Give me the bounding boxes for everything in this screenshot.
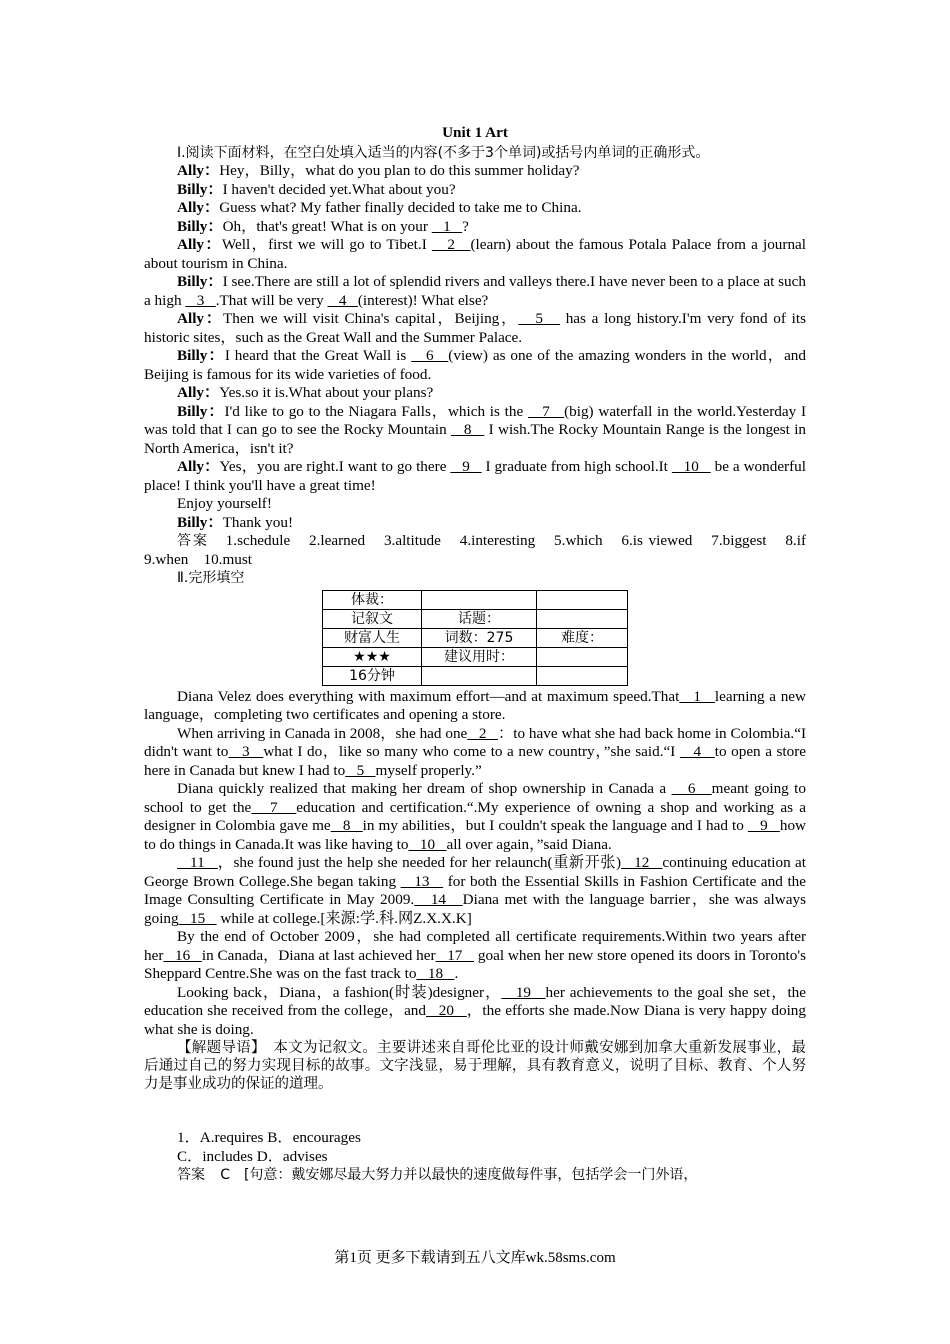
blank-7: 7 (527, 402, 565, 420)
blank-1: 1 (679, 687, 715, 705)
section1-answers (144, 532, 822, 569)
blank-15: 15 (178, 909, 217, 927)
speaker-name: Ally： (177, 236, 222, 253)
dialogue-line (144, 458, 806, 495)
dialogue-line (144, 218, 806, 237)
blank-4: 4 (327, 291, 358, 309)
dialogue (144, 162, 806, 532)
question-1-line1: 1．A.requires B．encourages (177, 1129, 361, 1146)
dialogue-text: Yes，you are right.I want to go there 9 I graduate from high school.It 10 be a wonderful place! I think you'll have a great time! (144, 458, 806, 494)
blank-10: 10 (408, 835, 447, 853)
dialogue-text: Well，first we will go to Tibet.I 2 (learn) about the famous Potala Palace from a journal about tourism in China. (144, 236, 806, 272)
blank-2: 2 (431, 236, 471, 253)
info-table-cell (537, 647, 628, 666)
dialogue-line (144, 199, 806, 218)
cloze-passage (144, 688, 806, 1040)
blank-19: 19 (501, 983, 546, 1001)
question-1-answer (144, 1166, 806, 1185)
speaker-name: Billy： (177, 273, 223, 290)
dialogue-line (144, 347, 806, 384)
passage-paragraph: By the end of October 2009，she had completed all certificate requirements.Within two years after her 16 in Canada，Diana at last achieved her 17 goal when her new store opened its doors in Toronto's Sheppard Centre.She was on the fast track to 18 . (144, 928, 807, 982)
section1-instruction: Ⅰ.阅读下面材料，在空白处填入适当的内容(不多于3个单词)或括号内单词的正确形式。 (177, 144, 710, 161)
dialogue-line (144, 162, 806, 181)
blank-11: 11 (177, 854, 218, 871)
dialogue-text: Guess what? My father finally decided to take me to China. (219, 199, 582, 216)
page-title: Unit 1 Art (442, 124, 508, 141)
speaker-name: Billy： (177, 402, 225, 420)
blank-3: 3 (185, 291, 216, 309)
blank-5: 5 (518, 310, 561, 327)
guide-text: 本文为记叙文。主要讲述来自哥伦比亚的设计师戴安娜到加拿大重新发展事业，最后通过自己的努力实现目标的故事。文字浅显，易于理解，具有教育意义，说明了目标、教育、个人努力是事业成功的保证的道理。 (144, 1040, 807, 1092)
info-table (322, 590, 628, 686)
blank-14: 14 (414, 891, 463, 908)
info-table-row (323, 590, 628, 609)
blank-10: 10 (671, 458, 711, 475)
speaker-name: Billy： (177, 180, 223, 198)
dialogue-line (144, 403, 806, 459)
speaker-name: Ally： (177, 199, 220, 216)
blank-6: 6 (411, 347, 449, 364)
section2-heading: Ⅱ.完形填空 (177, 570, 245, 586)
blank-4: 4 (679, 743, 715, 760)
blank-9: 9 (450, 458, 482, 475)
speaker-name: Ally： (177, 310, 223, 327)
dialogue-text: Then we will visit China's capital，Beijing， 5 has a long history.I'm very fond of its historic sites，such as the Great Wall and the Summer Palace. (144, 310, 806, 346)
guide-label: 【解题导语】 (177, 1040, 259, 1056)
speaker-name: Ally： (177, 458, 220, 475)
info-table-cell: 建议用时： (422, 647, 537, 666)
guide-paragraph (144, 1039, 806, 1093)
blank-8: 8 (451, 421, 485, 438)
info-table-cell: 16分钟 (323, 666, 422, 685)
info-table-cell: 词数：275 (422, 628, 537, 647)
answer-label: 答案 (177, 1167, 205, 1183)
dialogue-line (144, 310, 806, 347)
info-table-row (323, 666, 628, 685)
blank-13: 13 (400, 872, 444, 890)
info-table-cell (422, 666, 537, 685)
dialogue-text: Enjoy yourself! (177, 495, 272, 512)
dialogue-line (144, 181, 806, 200)
blank-8: 8 (330, 817, 363, 834)
passage-paragraph: Looking back，Diana，a fashion(时装)designer， 19 her achievements to the goal she set，the education she received from the college，and 20 ，the efforts she made.Now Diana is very happy doing what she is doing. (144, 983, 807, 1038)
info-table-cell: ★★★ (323, 647, 422, 666)
dialogue-text: I'd like to go to the Niagara Falls，which is the 7 (big) waterfall in the world.Yesterday I was told that I can go to see the Rocky Mountain 8 I wish.The Rocky Mountain Range is the longest in North America，isn't it? (144, 402, 807, 457)
blank-5: 5 (345, 761, 376, 779)
info-table-cell: 记叙文 (323, 609, 422, 628)
blank-17: 17 (435, 946, 475, 964)
dialogue-line (144, 384, 806, 403)
answer-text: 1.schedule 2.learned 3.altitude 4.interesting 5.which 6.is viewed 7.biggest 8.if 9.when 10.must (144, 532, 822, 568)
blank-1: 1 (431, 217, 463, 235)
dialogue-line (144, 514, 806, 533)
passage-paragraph: 11 ，she found just the help she needed for her relaunch(重新开张) 12 continuing education at George Brown College.She began taking 13 for both the Essential Skills in Fashion Certificate and the Image Consulting Certificate in May 2009. 14 Diana met with the language barrier，she was always going 15 while at college.[来源:学.科.网Z.X.X.K] (144, 854, 807, 927)
dialogue-line (144, 273, 806, 310)
speaker-name: Billy： (177, 513, 223, 531)
passage-paragraph: Diana Velez does everything with maximum effort—and at maximum speed.That 1 learning a new language，completing two certificates and opening a store. (144, 687, 807, 723)
info-table-row (323, 647, 628, 666)
dialogue-text: I see.There are still a lot of splendid rivers and valleys there.I have never been to a place at such a high 3 .That will be very 4 (interest)! What else? (144, 273, 806, 309)
speaker-name: Billy： (177, 347, 225, 364)
info-table-row (323, 609, 628, 628)
info-table-cell (537, 590, 628, 609)
info-table-cell: 难度： (537, 628, 628, 647)
info-table-row (323, 628, 628, 647)
info-table-cell: 体裁： (323, 590, 422, 609)
info-table-cell (422, 590, 537, 609)
question-1-line2: C．includes D．advises (177, 1147, 328, 1165)
document-page (144, 124, 822, 1185)
answer-text: C [句意：戴安娜尽最大努力并以最快的速度做每件事，包括学会一门外语， (220, 1167, 698, 1183)
dialogue-text: I haven't decided yet.What about you? (222, 180, 456, 198)
blank-16: 16 (163, 946, 202, 964)
blank-3: 3 (228, 743, 264, 760)
info-table-cell (537, 609, 628, 628)
info-table-cell: 财富人生 (323, 628, 422, 647)
dialogue-text: Oh，that's great! What is on your 1 ? (222, 217, 469, 235)
blank-2: 2 (467, 724, 499, 742)
passage-paragraph: When arriving in Canada in 2008，she had one 2 ：to have what she had back home in Colombia.“I didn't want to 3 what I do，like so many who come to a new country，”she said.“I 4 to open a store here in Canada but knew I had to 5 myself properly.” (144, 724, 807, 779)
answer-label: 答案 (177, 533, 209, 549)
blank-20: 20 (426, 1002, 467, 1019)
dialogue-text: Thank you! (222, 513, 294, 531)
blank-7: 7 (251, 798, 297, 816)
speaker-name: Ally： (177, 384, 220, 401)
blank-12: 12 (621, 854, 663, 871)
dialogue-line (144, 236, 806, 273)
dialogue-text: I heard that the Great Wall is 6 (view) as one of the amazing wonders in the world，and Beijing is famous for its wide varieties of food. (144, 347, 806, 383)
speaker-name: Billy： (177, 217, 223, 235)
dialogue-text: Yes.so it is.What about your plans? (219, 384, 434, 401)
blank-6: 6 (671, 780, 712, 797)
info-table-cell: 话题： (422, 609, 537, 628)
passage-paragraph: Diana quickly realized that making her dream of shop ownership in Canada a 6 meant going to school to get the 7 education and certification.“.My experience of owning a shop and working as a designer in Colombia gave me 8 in my abilities，but I couldn't speak the language and I had to 9 how to do things in Canada.It was like having to 10 all over again，”said Diana. (144, 780, 807, 853)
speaker-name: Ally： (177, 162, 220, 179)
blank-18: 18 (416, 965, 455, 982)
dialogue-text: Hey，Billy，what do you plan to do this summer holiday? (219, 162, 580, 179)
page-footer: 第1页 更多下载请到五八文库wk.58sms.com (334, 1250, 616, 1266)
dialogue-line (144, 495, 806, 514)
blank-9: 9 (747, 817, 780, 834)
info-table-cell (537, 666, 628, 685)
